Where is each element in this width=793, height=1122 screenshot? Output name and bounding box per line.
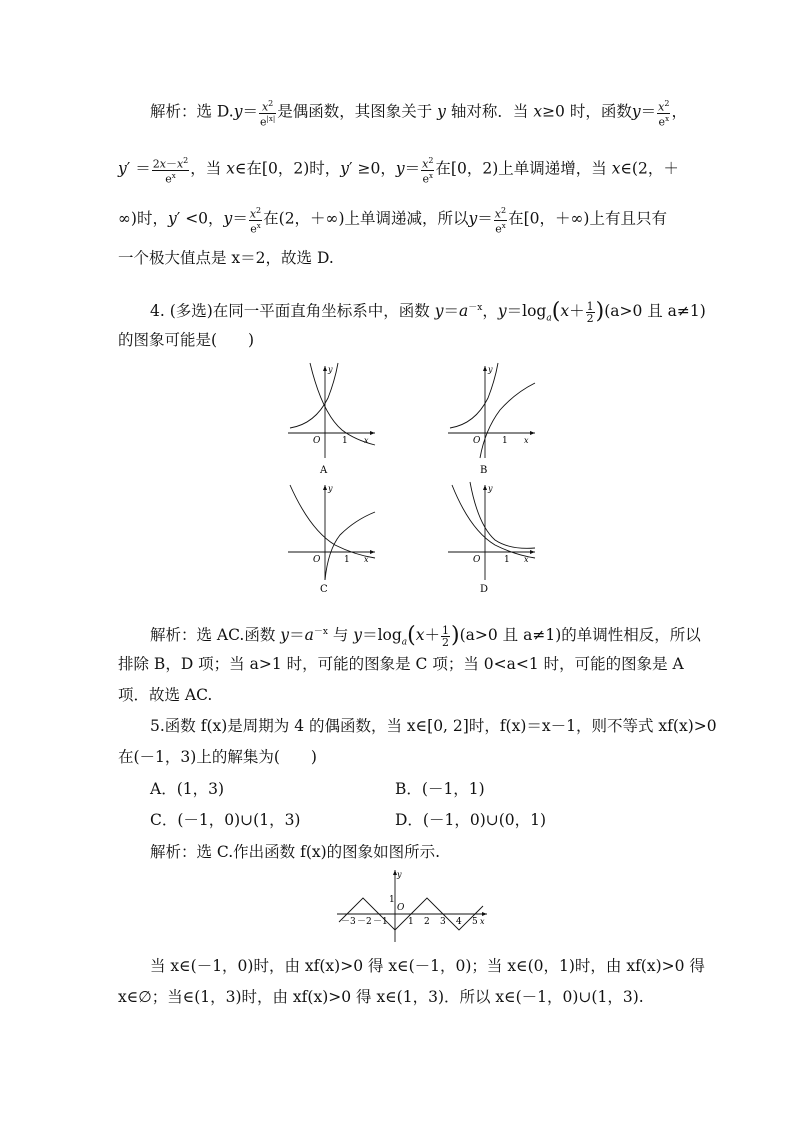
svg-text:O: O xyxy=(473,555,481,565)
q4-option-graphs xyxy=(280,358,550,598)
x-tick-5: 5 xyxy=(472,917,478,927)
x-tick-1: 1 xyxy=(408,917,414,927)
sol4-line3: 项．故选 AC. xyxy=(118,686,213,704)
sol3-line4: 一个极大值点是 x＝2，故选 D. xyxy=(118,249,334,267)
label-b: B xyxy=(480,465,488,476)
svg-text:1: 1 xyxy=(504,555,510,565)
svg-text:x: x xyxy=(364,555,369,564)
x-tick-n2: －2 xyxy=(357,917,372,927)
svg-text:y: y xyxy=(488,484,493,493)
q4-line2: 的图象可能是( ) xyxy=(118,331,255,349)
sol3-line3: ∞)时，y′ <0，y＝ $\frac{x^2}{e^x}$ 在(2，＋∞)上单调递减，所以y＝ $\frac{x^2}{e^x}$ 在[0，＋∞)上有且只有 xyxy=(118,206,667,236)
graph-d xyxy=(448,482,535,595)
graph-c xyxy=(288,484,375,595)
sol3-line2: y′ ＝ $\frac{2x-x^2}{e^x}$ ，当 x∈在[0，2)时，y′ ≥0，y＝ $\frac{x^2}{e^x}$ 在[0，2)上单调递增，当 x∈(2，＋ xyxy=(118,156,679,186)
x-tick-4: 4 xyxy=(456,917,462,927)
x-tick-3: 3 xyxy=(440,917,446,927)
sol4-line1: 解析：选 AC.函数 $y=a^{-x}$ 与 $y=\log_a(x+$ $\frac{1}{2}$ )(a>0 且 a≠1)的单调性相反，所以 xyxy=(150,623,701,649)
sol5-line3: x∈∅；当∈(1，3)时，由 xf(x)>0 得 x∈(1，3)．所以 x∈(－1，0)∪(1，3). xyxy=(118,988,644,1006)
x-axis-label: x xyxy=(480,917,485,926)
sol3-line1: 解析：选 D.y＝ $\frac{x^2}{e^{|x|}}$ 是偶函数，其图象关于 y 轴对称．当 x≥0 时，函数y＝ $\frac{x^2}{e^x}$ ， xyxy=(150,99,687,129)
x-tick-n1: －1 xyxy=(373,917,388,927)
y-axis-label: y xyxy=(397,870,402,879)
origin-label: O xyxy=(397,903,405,913)
svg-text:y: y xyxy=(488,365,493,374)
x-tick-2: 2 xyxy=(424,917,430,927)
svg-text:x: x xyxy=(524,436,529,445)
q5-graph xyxy=(335,866,495,946)
sol5-line2: 当 x∈(－1，0)时，由 xf(x)>0 得 x∈(－1，0)；当 x∈(0，1)时，由 xf(x)>0 得 xyxy=(150,957,705,975)
q5-option-b: B．(－1，1) xyxy=(395,780,485,798)
q5-option-c: C．(－1，0)∪(1，3) xyxy=(150,811,301,829)
sol4-line2: 排除 B，D 项；当 a>1 时，可能的图象是 C 项；当 0<a<1 时，可能的图象是 A xyxy=(118,655,684,673)
label-d: D xyxy=(480,584,489,595)
graph-b xyxy=(448,363,535,476)
q4-line1: 4. (多选)在同一平面直角坐标系中，函数 $y=a^{-x}$，$y=\log_a(x+$ $\frac{1}{2}$ )(a>0 且 a≠1) xyxy=(150,299,706,325)
graph-a xyxy=(288,363,375,476)
svg-text:O: O xyxy=(313,436,321,446)
sol5-line1: 解析：选 C.作出函数 f(x)的图象如图所示. xyxy=(150,843,441,861)
svg-text:x: x xyxy=(524,555,529,564)
label-a: A xyxy=(320,465,328,476)
y-tick-1: 1 xyxy=(389,895,395,905)
q5-option-d: D．(－1，0)∪(0，1) xyxy=(395,811,547,829)
q5-line2: 在(－1，3)上的解集为( ) xyxy=(118,748,317,766)
q5-line1: 5.函数 f(x)是周期为 4 的偶函数，当 x∈[0, 2]时，f(x)＝x－1，则不等式 xf(x)>0 xyxy=(150,717,717,735)
q5-option-a: A．(1，3) xyxy=(150,780,225,798)
svg-text:1: 1 xyxy=(502,436,508,446)
svg-text:1: 1 xyxy=(342,436,348,446)
svg-text:y: y xyxy=(328,484,333,493)
svg-text:y: y xyxy=(328,365,333,374)
x-tick-n3: －3 xyxy=(341,917,356,927)
svg-text:x: x xyxy=(364,436,369,445)
label-c: C xyxy=(320,584,328,595)
svg-text:O: O xyxy=(473,436,481,446)
svg-text:O: O xyxy=(313,555,321,565)
svg-text:1: 1 xyxy=(344,555,350,565)
